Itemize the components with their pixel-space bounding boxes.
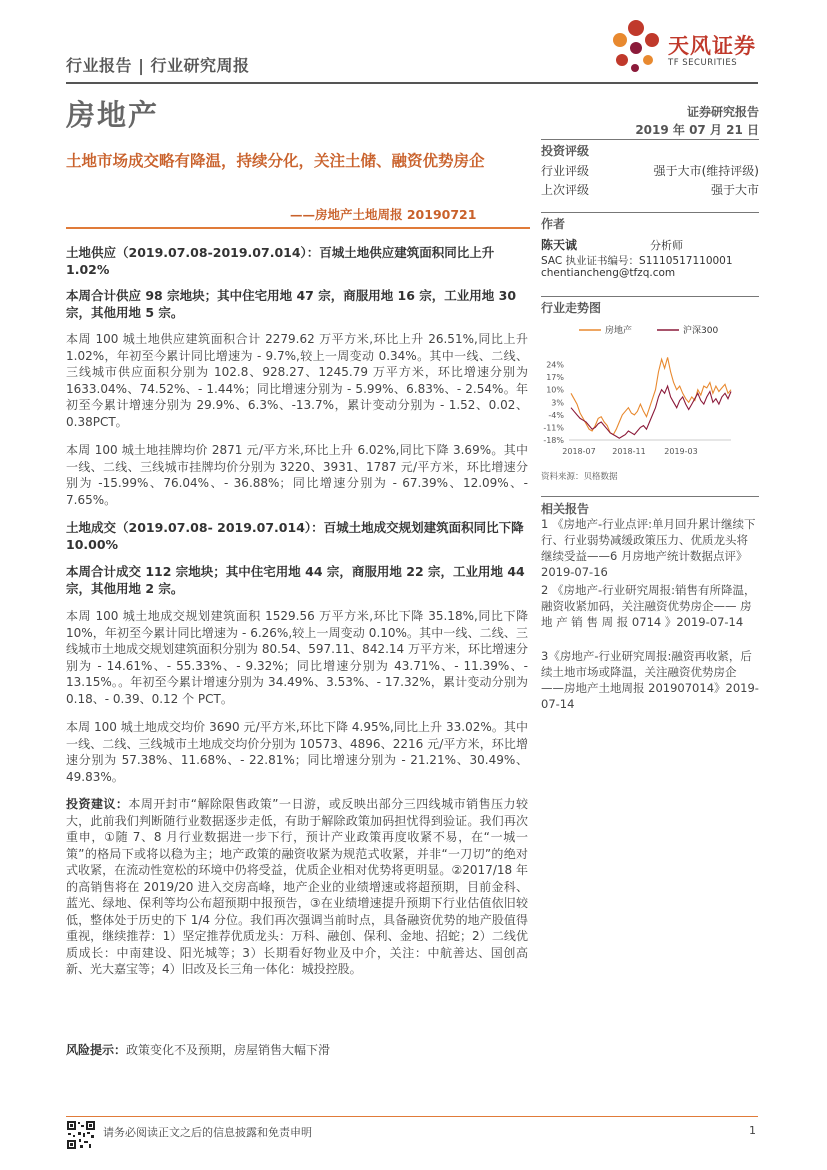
supply-heading: 土地供应（2019.07.08-2019.07.014）：百城土地供应建筑面积同比上升 1.02% [66, 245, 495, 277]
advice-label: 投资建议： [66, 797, 129, 811]
prev-rating-value: 强于大市 [710, 183, 759, 197]
y-tick-label: 24% [546, 360, 564, 370]
page-number: 1 [749, 1124, 756, 1137]
author-cert: SAC 执业证书编号：S1110517110001 [541, 255, 733, 267]
report-type-label: 行业报告 | 行业研究周报 [66, 56, 250, 75]
prev-rating-label: 上次评级 [541, 183, 590, 197]
trend-divider [541, 296, 759, 297]
title-divider [66, 227, 530, 229]
related-item[interactable]: 1 《房地产-行业点评:单月回升累计继续下行、行业弱势减缓政策压力、优质龙头将继续受益——6 月房地产统计数据点评》 2019-07-16 [541, 517, 756, 579]
legend-label: 沪深300 [683, 326, 719, 336]
author-name: 陈天诚 [541, 238, 578, 252]
risk-label: 风险提示： [66, 1043, 127, 1057]
report-subtitle: ——房地产土地周报 20190721 [290, 207, 477, 222]
risk-paragraph [66, 1042, 528, 1059]
rating-label: 行业评级 [541, 164, 590, 178]
deal-paragraph-1: 本周 100 城土地成交规划建筑面积 1529.56 万平方米,环比下降 35.18%,同比下降 10%，年初至今累计同比增速为 - 6.26%,较上一周变动 0.10%。其中一线、二线、三线城市土地成交规划建筑面积分别为 80.54、597.11、842.14 万平方米，环比增速分别为 - 14.61%、- 55.33%、- 9.32%；同比增速分别为 43.71%、- 11.39%、- 13.15%。。年初至今累计增速分别为 34.49%、3.53%、- 17.32%，累计变动分别为 0.18、- 0.39、0.12 个 PCT。 [66, 609, 528, 706]
author-email[interactable]: chentiancheng@tfzq.com [541, 267, 676, 279]
series-line [571, 386, 731, 438]
y-tick-label: 3% [551, 398, 564, 408]
prev-rating-row [541, 181, 759, 198]
x-tick-label: 2019-03 [664, 447, 698, 456]
advice-paragraph [66, 796, 528, 978]
deal-summary: 本周合计成交 112 宗地块；其中住宅用地 44 宗，商服用地 22 宗，工业用地 44 宗，其他用地 2 宗。 [66, 564, 525, 596]
y-tick-label: -18% [543, 436, 564, 445]
report-label: 证券研究报告 [686, 105, 759, 119]
report-title: 土地市场成交略有降温，持续分化，关注土储、融资优势房企 [66, 152, 485, 170]
header-divider [66, 82, 758, 84]
deal-paragraph-2: 本周 100 城土地成交均价 3690 元/平方米,环比下降 4.95%,同比上升 33.02%。其中一线、二线、三线城市土地成交均价分别为 10573、4896、2216 元/平方米，环比增速分别为 57.38%、11.68%、- 22.81%；同比增速分别为 - 21.21%、30.49%、49.83%。 [66, 720, 528, 784]
rating-row [541, 162, 759, 179]
rating-value: 强于大市(维持评级) [653, 164, 759, 178]
related-item[interactable]: 2 《房地产-行业研究周报:销售有所降温，融资收紧加码，关注融资优势房企—— 房 地 产 销 售 周 报 0714 》2019-07-14 [541, 583, 756, 629]
x-tick-label: 2018-11 [612, 447, 646, 456]
qr-code-icon [66, 1120, 96, 1150]
related-divider [541, 496, 759, 497]
advice-text: 本周开封市“解除限售政策”一日游，或反映出部分三四线城市销售压力较大，此前我们判断随行业数据逐步走低，有助于解除政策加码担忧得到验证。我们再次重申，①随 7、8 月行业数据进一步下行，预计产业政策再度收紧不易，在“一城一策”的格局下或将以稳为主；地产政策的融资收紧为规范式收紧，并非“一刀切”的绝对式收紧，在流动性宽松的环境中仍将受益，优质企业相对优势将更明显。②2017/18 年的高销售将在 2019/20 进入交房高峰，地产企业的业绩增速或将超预期，目前金科、蓝光、绿地、保利等均公布超预期中报预告，③在业绩增速提升预期下行业估值依旧较低，整体处于历史的下 1/4 分位。我们再次强调当前时点，具备融资优势的地产股值得重视，继续推荐：1）坚定推荐优质龙头：万科、融创、保利、金地、招蛇；2）二线优质成长：中南建设、阳光城等；3）长期看好物业及中介，关注：中航善达、国创高新、光大嘉宝等；4）旧改及长三角一体化：城投控股。 [66, 797, 528, 976]
supply-paragraph-2: 本周 100 城土地挂牌均价 2871 元/平方米,环比上升 6.02%,同比下降 3.69%。其中一线、二线、三线城市挂牌均价分别为 3220、3931、1787 元/平方米，环比增速分别为 -15.99%、76.04%、- 36.88%；同比增速分别为 - 67.39%、12.09%、- 7.65%。 [66, 443, 528, 507]
author-header: 作者 [541, 217, 566, 231]
footer-divider [66, 1116, 758, 1117]
author-divider [541, 212, 759, 213]
rating-header: 投资评级 [541, 144, 590, 158]
sector-title: 房地产 [66, 98, 160, 132]
deal-heading: 土地成交（2019.07.08- 2019.07.014）：百城土地成交规划建筑面积同比下降 10.00% [66, 520, 524, 552]
x-tick-label: 2018-07 [562, 447, 596, 456]
report-date: 2019 年 07 月 21 日 [635, 123, 759, 137]
y-tick-label: -4% [548, 410, 564, 420]
legend-label: 房地产 [605, 326, 633, 336]
risk-text: 政策变化不及预期，房屋销售大幅下滑 [126, 1043, 331, 1057]
logo-cn: 天风证券 [668, 34, 756, 58]
trend-header: 行业走势图 [541, 301, 602, 315]
chart-source: 资料来源：贝格数据 [541, 472, 618, 482]
logo-en: TF SECURITIES [668, 58, 738, 68]
y-tick-label: -11% [543, 423, 564, 433]
related-item[interactable]: 3《房地产-行业研究周报:融资再收紧，后续土地市场或降温，关注融资优势房企——房地产土地周报 201907014》2019-07-14 [541, 649, 759, 711]
supply-paragraph-1: 本周 100 城土地供应建筑面积合计 2279.62 万平方米,环比上升 26.51%,同比上升 1.02%，年初至今累计同比增速为 - 9.7%,较上一周变动 0.34%。其中一线、二线、三线城市供应面积分别为 102.8、928.27、1245.79 万平方米，环比增速分别为 1633.04%、74.52%、- 1.44%；同比增速分别为 - 5.99%、6.83%、- 2.54%。年初至今累计增速分别为 29.9%、6.3%、-13.7%，累计变动分别为 - 1.52、0.02、0.38PCT。 [66, 332, 528, 429]
rating-divider [541, 139, 759, 140]
footer-disclaimer: 请务必阅读正文之后的信息披露和免责申明 [103, 1126, 312, 1139]
y-tick-label: 17% [546, 373, 564, 383]
company-logo-icon [608, 18, 664, 74]
y-tick-label: 10% [546, 385, 564, 395]
related-header: 相关报告 [541, 502, 590, 516]
trend-chart [541, 318, 759, 460]
author-role: 分析师 [650, 239, 683, 252]
supply-summary: 本周合计供应 98 宗地块；其中住宅用地 47 宗，商服用地 16 宗，工业用地 30 宗，其他用地 5 宗。 [66, 288, 517, 320]
